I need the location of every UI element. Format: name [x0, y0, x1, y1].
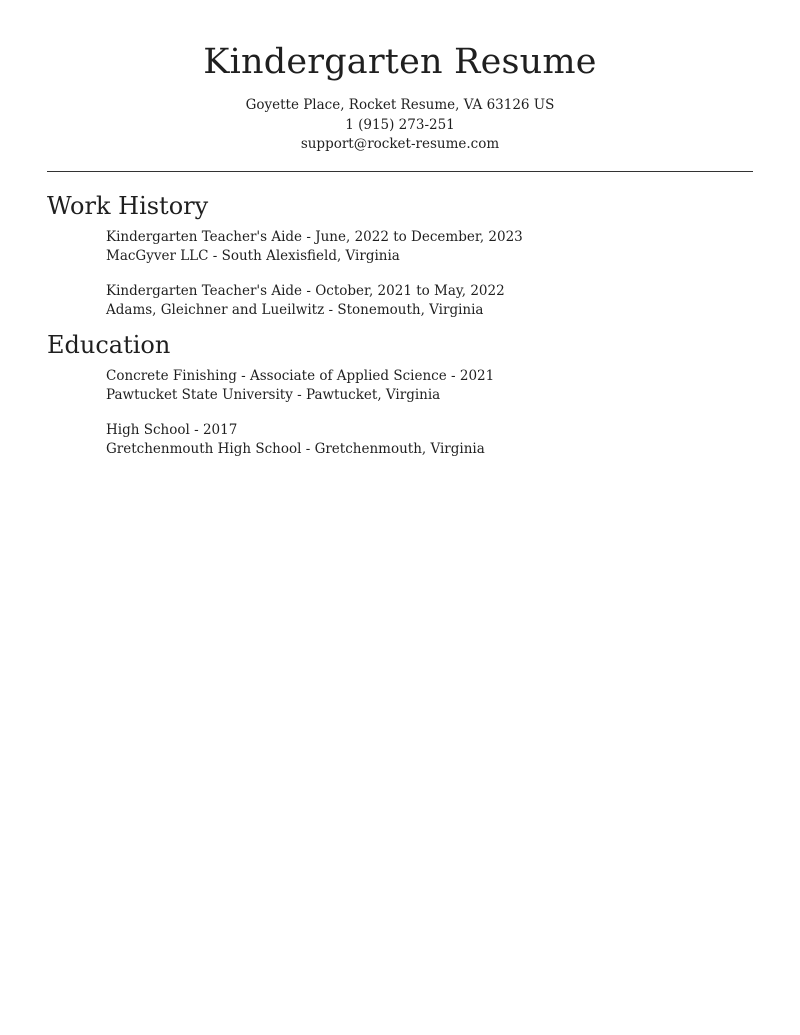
education-entry-degree: Concrete Finishing - Associate of Applied Science - 2021: [106, 367, 495, 384]
work-entry: [106, 282, 753, 320]
education-entry: [106, 421, 753, 459]
work-history-heading: Work History: [47, 191, 209, 220]
contact-info: [47, 96, 753, 155]
education-heading: Education: [47, 330, 171, 359]
education-section: [47, 330, 753, 459]
contact-phone: 1 (915) 273-251: [345, 116, 455, 133]
contact-email: support@rocket-resume.com: [300, 136, 500, 152]
work-history-section: [47, 191, 753, 320]
contact-address: Goyette Place, Rocket Resume, VA 63126 US: [245, 97, 555, 113]
education-entries: [47, 367, 753, 459]
work-entry-position: Kindergarten Teacher's Aide - June, 2022 to December, 2023: [106, 228, 523, 245]
work-entry-position: Kindergarten Teacher's Aide - October, 2021 to May, 2022: [106, 282, 505, 299]
resume-header: [47, 0, 753, 155]
education-entry-school: Pawtucket State University - Pawtucket, Virginia: [106, 386, 441, 403]
work-history-entries: [47, 228, 753, 320]
education-entry-school: Gretchenmouth High School - Gretchenmouth, Virginia: [106, 440, 485, 457]
work-entry-employer: Adams, Gleichner and Lueilwitz - Stonemouth, Virginia: [106, 301, 484, 318]
resume-title: Kindergarten Resume: [203, 42, 597, 82]
header-divider: [47, 171, 753, 172]
education-entry-degree: High School - 2017: [106, 421, 238, 438]
education-entry: [106, 367, 753, 405]
work-entry: [106, 228, 753, 266]
work-entry-employer: MacGyver LLC - South Alexisfield, Virginia: [106, 247, 400, 264]
